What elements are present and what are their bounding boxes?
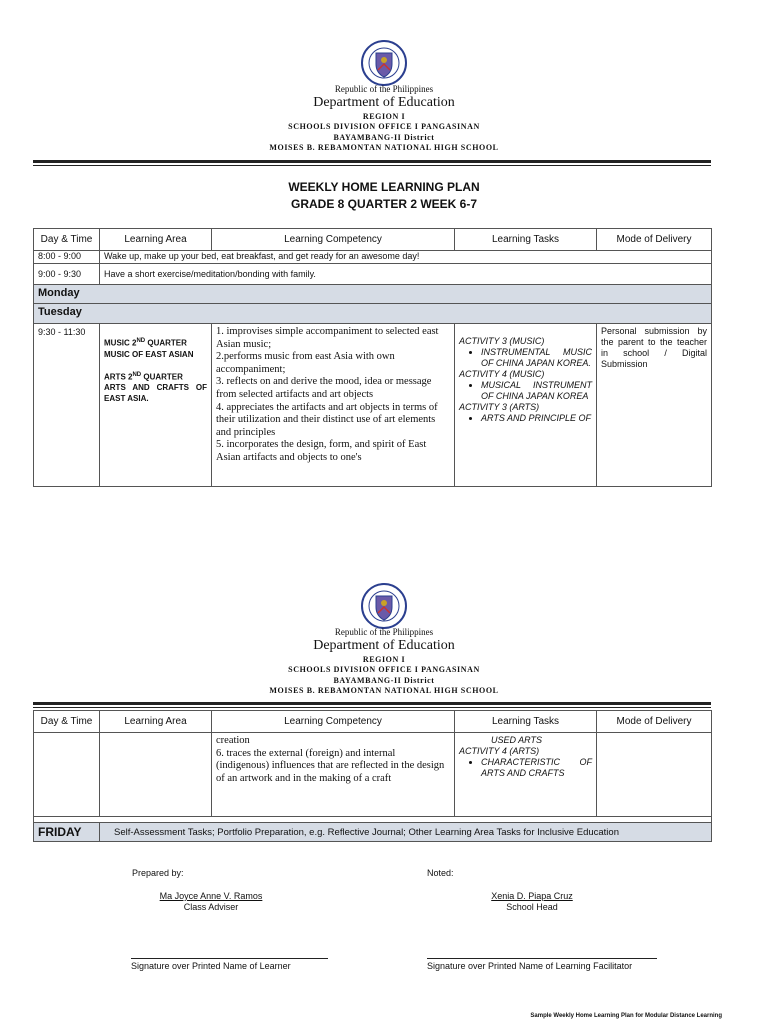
header-rule bbox=[33, 160, 711, 163]
adviser-role: Class Adviser bbox=[183, 902, 239, 912]
col-day-time: Day & Time bbox=[34, 711, 100, 733]
competency-item: 3. reflects on and derive the mood, idea or message from selected artifacts and art objects bbox=[216, 376, 432, 400]
task-item: USED ARTS bbox=[491, 735, 543, 745]
task-heading: ACTIVITY 3 (MUSIC) bbox=[459, 336, 545, 346]
task-item: • MUSICAL INSTRUMENT OF CHINA JAPAN KOREA bbox=[481, 380, 592, 402]
col-mode-delivery: Mode of Delivery bbox=[597, 229, 712, 251]
competency-item: 2.performs music from east Asia with own accompaniment; bbox=[216, 351, 395, 375]
learning-plan-table-2 bbox=[33, 710, 712, 842]
task-heading: ACTIVITY 4 (ARTS) bbox=[459, 746, 540, 756]
table-row bbox=[34, 733, 712, 817]
learning-plan-table-1 bbox=[33, 228, 712, 487]
area-sup: ND bbox=[132, 371, 142, 378]
task-item: • INSTRUMENTAL MUSIC OF CHINA JAPAN KOREA. bbox=[481, 347, 592, 369]
area-text: MUSIC OF EAST ASIAN bbox=[104, 349, 194, 359]
table-row bbox=[34, 324, 712, 487]
day-label: Monday bbox=[34, 285, 712, 304]
day-row-monday bbox=[34, 285, 712, 304]
competency-item: 6. traces the external (foreign) and internal (indigenous) influences that are reflected in the design of an artwork and in the making of a craft bbox=[216, 747, 445, 784]
learning-area-arts bbox=[100, 364, 211, 409]
header-district: BAYAMBANG-II District bbox=[333, 133, 435, 142]
header-republic: Republic of the Philippines bbox=[334, 627, 434, 637]
task-item: • ARTS AND PRINCIPLE OF bbox=[481, 413, 592, 424]
row-text: Wake up, make up your bed, eat breakfast, and get ready for an awesome day! bbox=[104, 251, 420, 261]
day-row-friday bbox=[34, 823, 712, 842]
facilitator-signature-label: Signature over Printed Name of Learning Facilitator bbox=[427, 961, 633, 971]
header-division: SCHOOLS DIVISION OFFICE I PANGASINAN bbox=[288, 665, 480, 674]
noted-label: Noted: bbox=[427, 868, 454, 878]
plan-title: WEEKLY HOME LEARNING PLAN bbox=[288, 180, 480, 194]
mode-of-delivery: Personal submission by the parent to the teacher in school / Digital Submission bbox=[601, 326, 707, 369]
col-learning-tasks: Learning Tasks bbox=[455, 229, 597, 251]
school-head-name: Xenia D. Piapa Cruz bbox=[491, 891, 573, 901]
row-time: 8:00 - 9:00 bbox=[38, 251, 82, 261]
footer-note: Sample Weekly Home Learning Plan for Modular Distance Learning bbox=[530, 1013, 722, 1019]
school-head-role: School Head bbox=[506, 902, 558, 912]
col-learning-area: Learning Area bbox=[100, 711, 212, 733]
col-day-time: Day & Time bbox=[34, 229, 100, 251]
task-heading: ACTIVITY 4 (MUSIC) bbox=[459, 369, 545, 379]
learner-signature-line bbox=[131, 958, 328, 959]
table-row bbox=[34, 251, 712, 264]
header-rule bbox=[33, 702, 711, 705]
deped-seal-icon bbox=[361, 40, 407, 86]
header-region: REGION I bbox=[362, 655, 406, 664]
col-learning-competency: Learning Competency bbox=[212, 711, 455, 733]
row-time: 9:30 - 11:30 bbox=[38, 327, 86, 337]
col-learning-area: Learning Area bbox=[100, 229, 212, 251]
learner-signature-label: Signature over Printed Name of Learner bbox=[131, 961, 291, 971]
prepared-by-label: Prepared by: bbox=[132, 868, 184, 878]
competency-item: 1. improvises simple accompaniment to selected east Asian music; bbox=[216, 326, 439, 350]
competency-item: 4. appreciates the artifacts and art objects in terms of their utilization and their distinct use of art elements and principles bbox=[216, 401, 438, 438]
row-text: Have a short exercise/meditation/bonding with family. bbox=[104, 269, 316, 279]
col-learning-tasks: Learning Tasks bbox=[455, 711, 597, 733]
task-list bbox=[455, 733, 596, 781]
day-label: Tuesday bbox=[34, 304, 712, 324]
task-list bbox=[455, 324, 596, 426]
header-division: SCHOOLS DIVISION OFFICE I PANGASINAN bbox=[288, 122, 480, 131]
area-text: ARTS 2 bbox=[104, 372, 133, 382]
header-department: Department of Education bbox=[313, 638, 455, 653]
header-republic: Republic of the Philippines bbox=[334, 84, 434, 94]
header-department: Department of Education bbox=[313, 95, 455, 110]
friday-text: Self-Assessment Tasks; Portfolio Preparation, e.g. Reflective Journal; Other Learning Area Tasks for Inclusive Education bbox=[100, 823, 712, 842]
deped-seal-icon bbox=[361, 583, 407, 629]
day-row-tuesday bbox=[34, 304, 712, 324]
area-text: QUARTER bbox=[145, 338, 187, 348]
competency-list bbox=[212, 733, 454, 787]
task-item: • CHARACTERISTIC OF ARTS AND CRAFTS bbox=[481, 757, 592, 779]
facilitator-signature-line bbox=[427, 958, 657, 959]
header-rule-thin bbox=[33, 165, 711, 166]
task-heading: ACTIVITY 3 (ARTS) bbox=[459, 402, 540, 412]
day-label: FRIDAY bbox=[34, 823, 100, 842]
col-mode-delivery: Mode of Delivery bbox=[597, 711, 712, 733]
area-text: ARTS AND CRAFTS OF EAST ASIA. bbox=[104, 383, 207, 404]
col-learning-competency: Learning Competency bbox=[212, 229, 455, 251]
header-school: MOISES B. REBAMONTAN NATIONAL HIGH SCHOOL bbox=[269, 686, 499, 695]
row-time: 9:00 - 9:30 bbox=[38, 269, 82, 279]
header-school: MOISES B. REBAMONTAN NATIONAL HIGH SCHOOL bbox=[269, 143, 499, 152]
learning-area-music bbox=[100, 324, 211, 364]
header-region: REGION I bbox=[362, 112, 406, 121]
competency-item: creation bbox=[216, 735, 250, 746]
header-rule-thin bbox=[33, 707, 711, 708]
area-text: MUSIC 2 bbox=[104, 338, 137, 348]
plan-subtitle: GRADE 8 QUARTER 2 WEEK 6-7 bbox=[290, 197, 478, 211]
table-row bbox=[34, 264, 712, 285]
area-sup: ND bbox=[136, 338, 146, 344]
competency-item: 5. incorporates the design, form, and spirit of East Asian artifacts and objects to one's bbox=[216, 439, 427, 463]
competency-list bbox=[212, 324, 454, 467]
adviser-name: Ma Joyce Anne V. Ramos bbox=[159, 891, 263, 901]
header-district: BAYAMBANG-II District bbox=[333, 676, 435, 685]
area-text: QUARTER bbox=[141, 372, 183, 382]
